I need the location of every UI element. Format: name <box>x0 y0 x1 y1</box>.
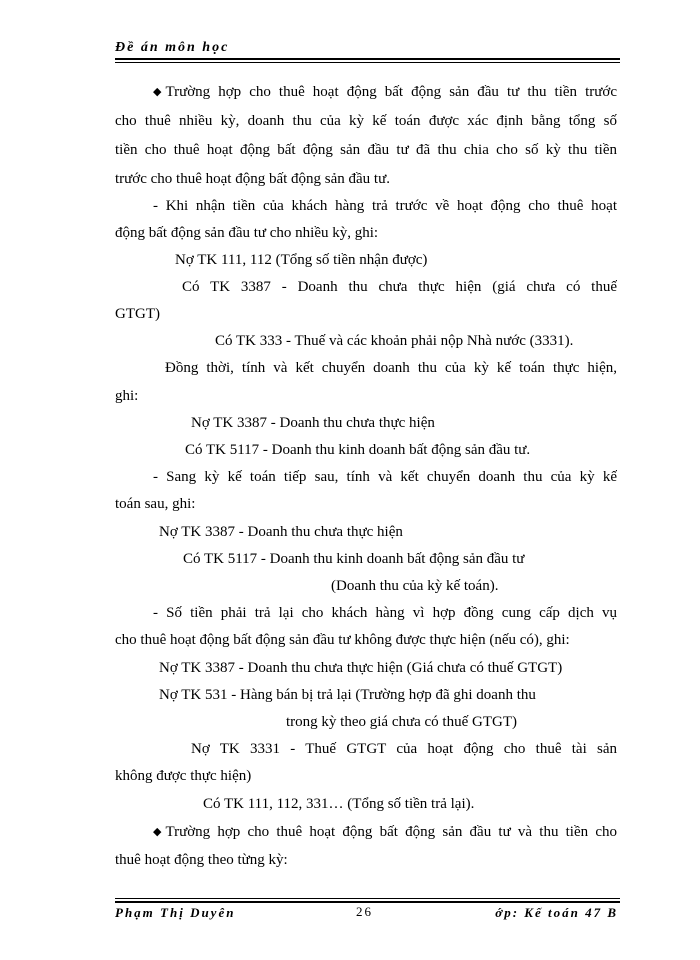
entry-line: không được thực hiện) <box>115 768 252 784</box>
paragraph-line: - Khi nhận tiền của khách hàng trả trước về hoạt động cho thuê hoạt <box>153 198 617 214</box>
entry-line: GTGT) <box>115 306 160 322</box>
page-number: 26 <box>356 904 373 919</box>
paragraph-line: ◆ Trường hợp cho thuê hoạt động bất động sản đầu tư và thu tiền cho <box>153 824 617 840</box>
header-rule-thin <box>115 62 620 63</box>
paragraph-line: - Sang kỳ kế toán tiếp sau, tính và kết chuyển doanh thu của kỳ kế <box>153 469 617 485</box>
paragraph-line: tiền cho thuê hoạt động bất động sản đầu tư đã thu chia cho số kỳ thu tiền <box>115 142 617 158</box>
footer-rule-thin <box>115 898 620 899</box>
footer-rule <box>115 901 620 903</box>
entry-line: (Doanh thu của kỳ kế toán). <box>331 578 499 594</box>
entry-line: Nợ TK 3387 - Doanh thu chưa thực hiện (Giá chưa có thuế GTGT) <box>159 660 563 676</box>
entry-line: Có TK 111, 112, 331… (Tổng số tiền trả lại). <box>203 796 475 812</box>
paragraph-line: thuê hoạt động theo từng kỳ: <box>115 852 288 868</box>
footer-author: Phạm Thị Duyên <box>115 905 236 920</box>
bullet-icon: ◆ <box>153 826 162 838</box>
paragraph-line: ghi: <box>115 388 139 404</box>
footer-class: ớp: Kế toán 47 B <box>495 905 618 920</box>
entry-line: Có TK 333 - Thuế và các khoản phải nộp Nhà nước (3331). <box>215 333 574 349</box>
paragraph-line: - Số tiền phải trả lại cho khách hàng vì hợp đồng cung cấp dịch vụ <box>153 605 617 621</box>
paragraph-line: cho thuê hoạt động bất động sản đầu tư không được thực hiện (nếu có), ghi: <box>115 632 570 648</box>
entry-line: Nợ TK 3331 - Thuế GTGT của hoạt động cho thuê tài sản <box>191 741 617 757</box>
paragraph-line: trước cho thuê hoạt động bất động sản đầu tư. <box>115 171 390 187</box>
bullet-icon: ◆ <box>153 86 162 98</box>
header-rule <box>115 58 620 60</box>
page-header-title: Đề án môn học <box>115 40 230 55</box>
paragraph-line: Đồng thời, tính và kết chuyển doanh thu của kỳ kế toán thực hiện, <box>165 360 617 376</box>
entry-line: Nợ TK 3387 - Doanh thu chưa thực hiện <box>191 415 435 431</box>
entry-line: Có TK 5117 - Doanh thu kinh doanh bất động sản đầu tư. <box>185 442 531 458</box>
entry-line: Có TK 3387 - Doanh thu chưa thực hiện (giá chưa có thuế <box>182 279 617 295</box>
paragraph-line: động bất động sản đầu tư cho nhiều kỳ, ghi: <box>115 225 379 241</box>
paragraph-line: cho thuê nhiều kỳ, doanh thu của kỳ kế toán được xác định bằng tổng số <box>115 113 617 129</box>
entry-line: Nợ TK 3387 - Doanh thu chưa thực hiện <box>159 524 403 540</box>
entry-line: Nợ TK 531 - Hàng bán bị trả lại (Trường hợp đã ghi doanh thu <box>159 687 536 703</box>
entry-line: trong kỳ theo giá chưa có thuế GTGT) <box>286 714 517 730</box>
entry-line: Nợ TK 111, 112 (Tổng số tiền nhận được) <box>175 252 428 268</box>
paragraph-line: ◆ Trường hợp cho thuê hoạt động bất động sản đầu tư thu tiền trước <box>153 84 617 100</box>
entry-line: Có TK 5117 - Doanh thu kinh doanh bất động sản đầu tư <box>183 551 525 567</box>
paragraph-line: toán sau, ghi: <box>115 496 196 512</box>
